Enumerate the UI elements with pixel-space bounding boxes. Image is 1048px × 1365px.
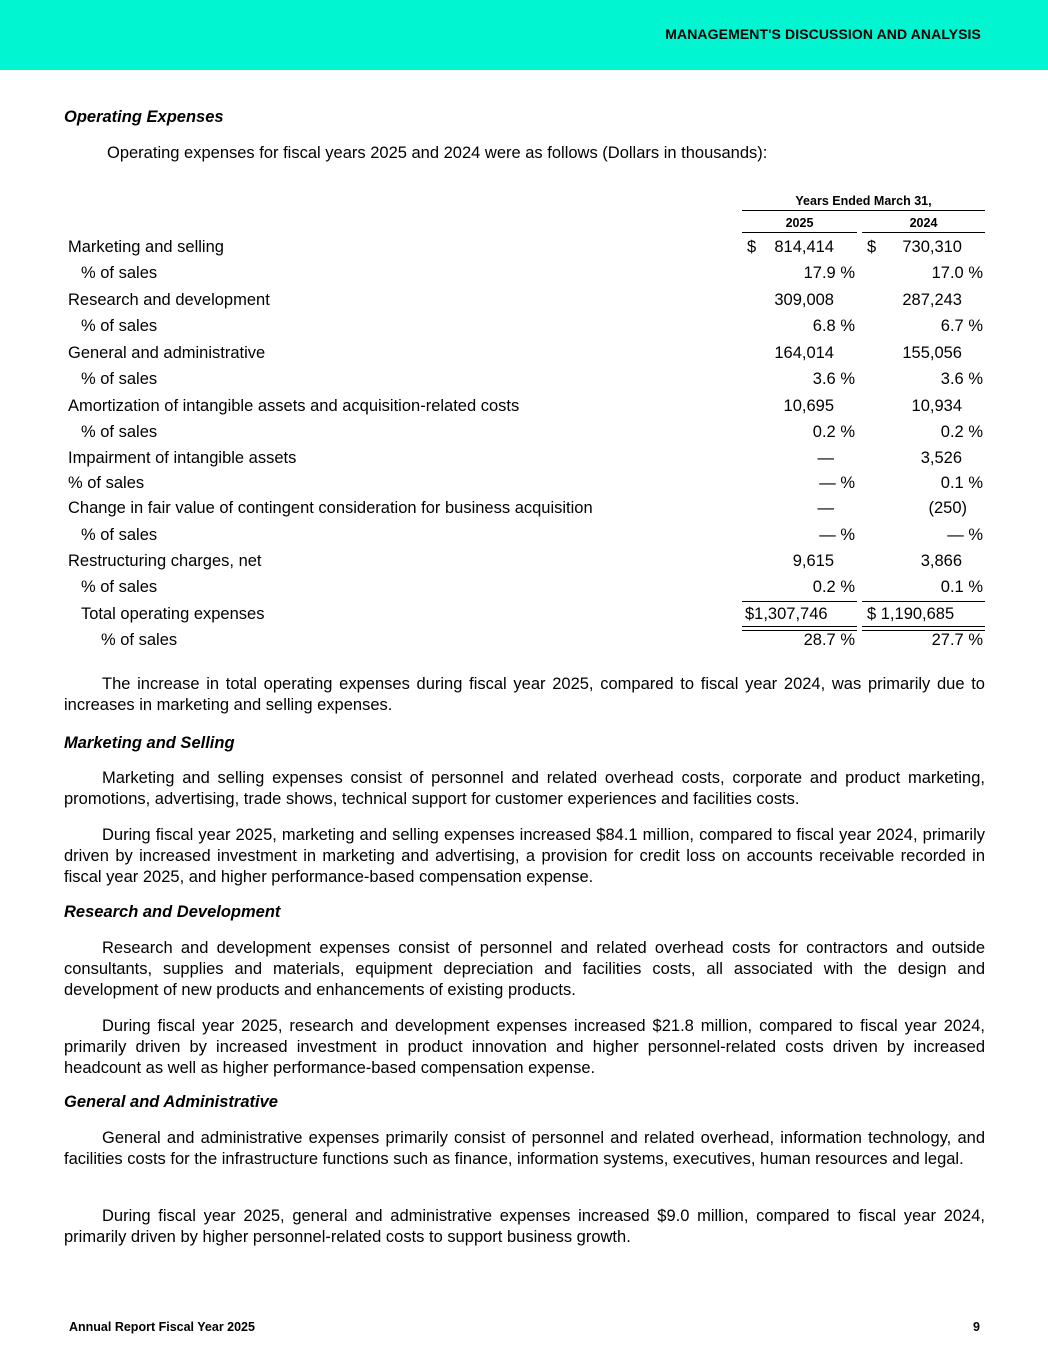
section-heading-marketing: Marketing and Selling [64, 734, 235, 752]
section-heading-operating-expenses: Operating Expenses [64, 108, 224, 126]
row-label: Amortization of intangible assets and acquisition-related costs [68, 397, 520, 415]
footer-report-title: Annual Report Fiscal Year 2025 [69, 1320, 255, 1334]
value-2025: 17.9 % [803, 264, 855, 282]
summary-paragraph: The increase in total operating expenses during fiscal year 2025, compared to fiscal year 2024, was primarily due to increases in marketing and selling expenses. [64, 675, 985, 714]
value-2025: 9,615 [792, 552, 834, 570]
table-group-header: Years Ended March 31, [742, 194, 985, 211]
value-2024: $ 1,190,685 [867, 605, 955, 623]
table-row [0, 526, 1048, 552]
value-2025: $1,307,746 [745, 605, 828, 623]
table-row [0, 238, 1048, 264]
value-2024: 10,934 [911, 397, 962, 415]
value-2025: — % [819, 526, 855, 544]
value-2025: 6.8 % [812, 317, 855, 335]
row-label: General and administrative [68, 344, 266, 362]
row-label: Marketing and selling [68, 238, 224, 256]
table-row [0, 552, 1048, 578]
row-label: % of sales [81, 423, 158, 441]
value-2025: 164,014 [774, 344, 834, 362]
table-year-2024: 2024 [862, 216, 985, 233]
value-2025: 814,414 [774, 238, 834, 256]
table-row [0, 499, 1048, 525]
row-label: Change in fair value of contingent consideration for business acquisition [68, 499, 593, 517]
value-2024: 6.7 % [940, 317, 983, 335]
value-2024: 17.0 % [931, 264, 983, 282]
value-2025: — % [819, 474, 855, 492]
value-2024: 287,243 [902, 291, 962, 309]
value-2024: (250) [928, 499, 967, 517]
value-2025: — [817, 499, 834, 517]
general-paragraph-1: General and administrative expenses primarily consist of personnel and related overhead, information technology, and facilities costs for the infrastructure functions such as finance, information systems, executives, human resources and legal. [64, 1129, 985, 1168]
value-2025: 309,008 [774, 291, 834, 309]
value-2025: — [817, 449, 834, 467]
table-row [0, 474, 1048, 500]
row-label: % of sales [81, 526, 158, 544]
table-row [0, 423, 1048, 449]
value-2025: 28.7 % [803, 631, 855, 649]
row-label: Total operating expenses [81, 605, 265, 623]
row-label: % of sales [81, 317, 158, 335]
row-label: % of sales [81, 264, 158, 282]
value-2024: 27.7 % [931, 631, 983, 649]
value-2024: 0.2 % [940, 423, 983, 441]
subtotal-rule-2025 [742, 601, 857, 602]
table-row [0, 344, 1048, 370]
value-2024: 3,526 [920, 449, 962, 467]
table-row [0, 370, 1048, 396]
value-2024: 0.1 % [940, 474, 983, 492]
footer-page-number: 9 [973, 1320, 980, 1334]
table-row [0, 397, 1048, 423]
table-year-2025: 2025 [742, 216, 857, 233]
header-title: MANAGEMENT'S DISCUSSION AND ANALYSIS [665, 26, 981, 42]
value-2024: 0.1 % [940, 578, 983, 596]
section-heading-research: Research and Development [64, 903, 281, 921]
value-2025: 0.2 % [812, 423, 855, 441]
row-label: Restructuring charges, net [68, 552, 262, 570]
research-paragraph-2: During fiscal year 2025, research and development expenses increased $21.8 million, compared to fiscal year 2024, primarily driven by increased investment in product innovation and higher personnel-related costs driven by increased headcount as well as higher performance-based compensation expense. [64, 1017, 985, 1077]
table-row [0, 317, 1048, 343]
section-heading-general: General and Administrative [64, 1093, 278, 1111]
row-label: % of sales [68, 474, 145, 492]
row-label: % of sales [101, 631, 178, 649]
intro-text: Operating expenses for fiscal years 2025 and 2024 were as follows (Dollars in thousands): [107, 144, 768, 162]
row-label: Impairment of intangible assets [68, 449, 297, 467]
row-label: Research and development [68, 291, 270, 309]
table-row [0, 449, 1048, 475]
value-2024: 3.6 % [940, 370, 983, 388]
marketing-paragraph-2: During fiscal year 2025, marketing and selling expenses increased $84.1 million, compared to fiscal year 2024, primarily driven by increased investment in marketing and advertising, a provision for credit loss on accounts receivable recorded in fiscal year 2025, and higher performance-based compensation expense. [64, 826, 985, 886]
value-2025: 3.6 % [812, 370, 855, 388]
row-label: % of sales [81, 578, 158, 596]
table-row [0, 264, 1048, 290]
row-label: % of sales [81, 370, 158, 388]
dollar-sign: $ [867, 238, 877, 256]
marketing-paragraph-1: Marketing and selling expenses consist of personnel and related overhead costs, corporate and product marketing, promotions, advertising, trade shows, technical support for customer experiences and facilities costs. [64, 769, 985, 808]
value-2024: 3,866 [920, 552, 962, 570]
general-paragraph-2: During fiscal year 2025, general and administrative expenses increased $9.0 million, compared to fiscal year 2024, primarily driven by higher personnel-related costs to support business growth. [64, 1207, 985, 1246]
table-row [0, 291, 1048, 317]
table-row [0, 631, 1048, 657]
value-2024: 730,310 [902, 238, 962, 256]
dollar-sign: $ [747, 238, 757, 256]
value-2025: 0.2 % [812, 578, 855, 596]
value-2024: 155,056 [902, 344, 962, 362]
research-paragraph-1: Research and development expenses consist of personnel and related overhead costs for contractors and outside consultants, supplies and materials, equipment depreciation and facilities costs, all associated with the design and development of new products and enhancements of existing products. [64, 939, 985, 999]
value-2025: 10,695 [783, 397, 834, 415]
subtotal-rule-2024 [862, 601, 985, 602]
value-2024: — % [947, 526, 983, 544]
